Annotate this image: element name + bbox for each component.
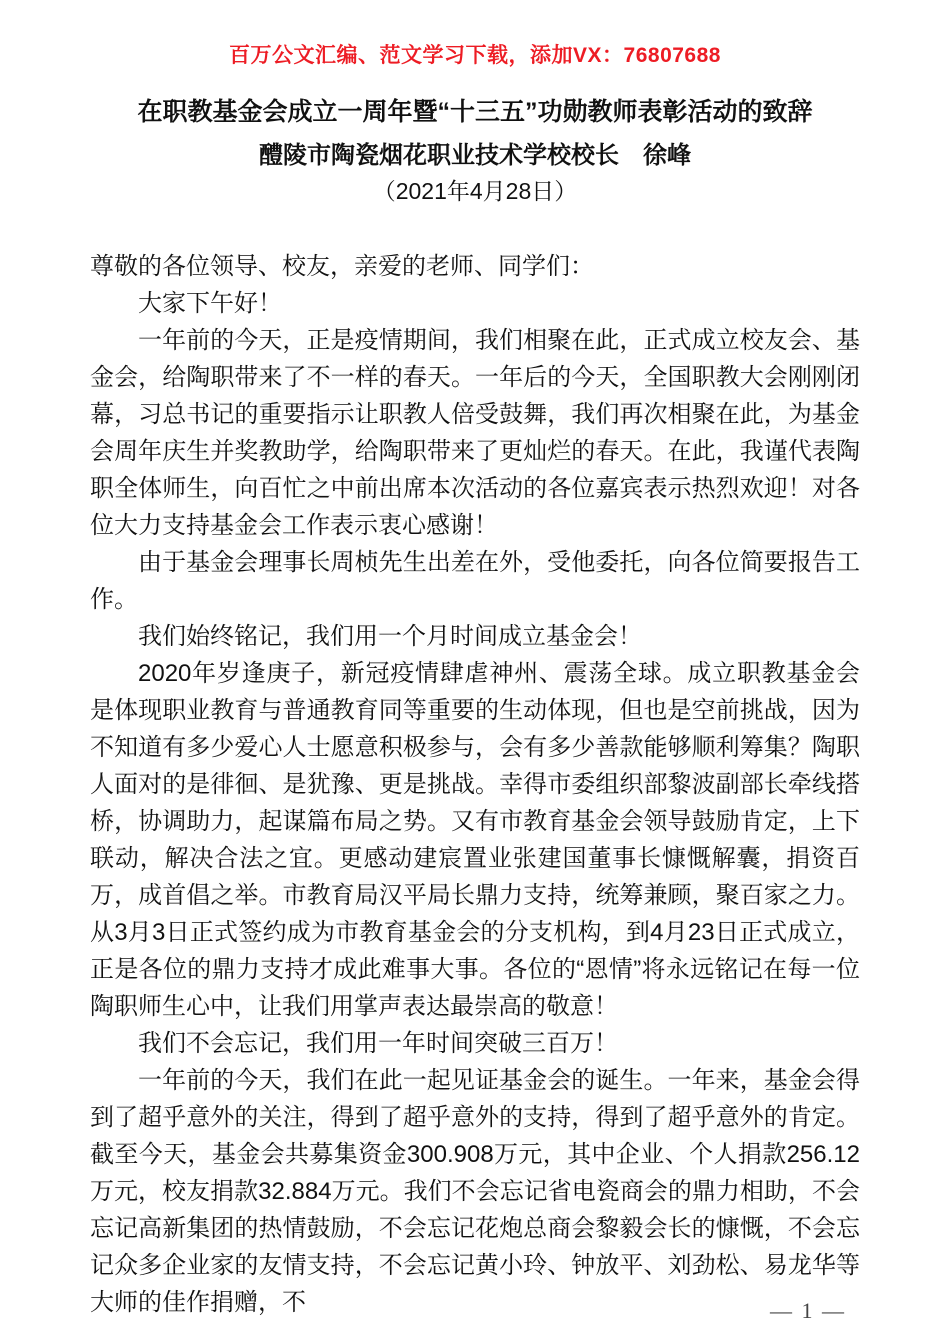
page-number: — 1 — xyxy=(770,1298,846,1323)
promo-banner: 百万公文汇编、范文学习下载，添加VX：76807688 xyxy=(229,44,721,67)
body-paragraph: 我们始终铭记，我们用一个月时间成立基金会！ xyxy=(138,623,642,650)
body-paragraph: 大家下午好！ xyxy=(138,290,282,317)
body-paragraph: 我们不会忘记，我们用一年时间突破三百万！ xyxy=(138,1030,618,1057)
body-paragraph: 一年前的今天，正是疫情期间，我们相聚在此，正式成立校友会、基金会，给陶职带来了不一样的春天。一年后的今天，全国职教大会刚刚闭幕，习总书记的重要指示让职教人倍受鼓舞，我们再次相聚在此，为基金会周年庆生并奖教助学，给陶职带来了更灿烂的春天。在此，我谨代表陶职全体师生，向百忙之中前出席本次活动的各位嘉宾表示热烈欢迎！对各位大力支持基金会工作表示衷心感谢！ xyxy=(90,327,860,539)
document-title: 在职教基金会成立一周年暨“十三五”功勋教师表彰活动的致辞 xyxy=(137,98,813,126)
body-paragraph: 一年前的今天，我们在此一起见证基金会的诞生。一年来，基金会得到了超乎意外的关注，得到了超乎意外的支持，得到了超乎意外的肯定。截至今天，基金会共募集资金300.908万元，其中企业、个人捐款256.12万元，校友捐款32.884万元。我们不会忘记省电瓷商会的鼎力相助，不会忘记高新集团的热情鼓励，不会忘记花炮总商会黎毅会长的慷慨，不会忘记众多企业家的友情支持，不会忘记黄小玲、钟放平、刘劲松、易龙华等大师的佳作捐赠，不 xyxy=(90,1067,860,1316)
author-line: 醴陵市陶瓷烟花职业技术学校校长 徐峰 xyxy=(259,142,691,169)
body-paragraph: 2020年岁逢庚子，新冠疫情肆虐神州、震荡全球。成立职教基金会是体现职业教育与普通教育同等重要的生动体现，但也是空前挑战，因为不知道有多少爱心人士愿意积极参与，会有多少善款能够顺利筹集？陶职人面对的是徘徊、是犹豫、更是挑战。幸得市委组织部黎波副部长牵线搭桥，协调助力，起谋篇布局之势。又有市教育基金会领导鼓励肯定，上下联动，解决合法之宜。更感动建宸置业张建国董事长慷慨解囊，捐资百万，成首倡之举。市教育局汉平局长鼎力支持，统筹兼顾，聚百家之力。从3月3日正式签约成为市教育基金会的分支机构，到4月23日正式成立，正是各位的鼎力支持才成此难事大事。各位的“恩情”将永远铭记在每一位陶职师生心中，让我们用掌声表达最崇高的敬意！ xyxy=(90,660,860,1020)
salutation: 尊敬的各位领导、校友，亲爱的老师、同学们： xyxy=(90,253,594,280)
date-line: （2021年4月28日） xyxy=(372,178,578,204)
document-body xyxy=(90,248,860,1321)
body-paragraph: 由于基金会理事长周桢先生出差在外，受他委托，向各位简要报告工作。 xyxy=(90,549,860,613)
